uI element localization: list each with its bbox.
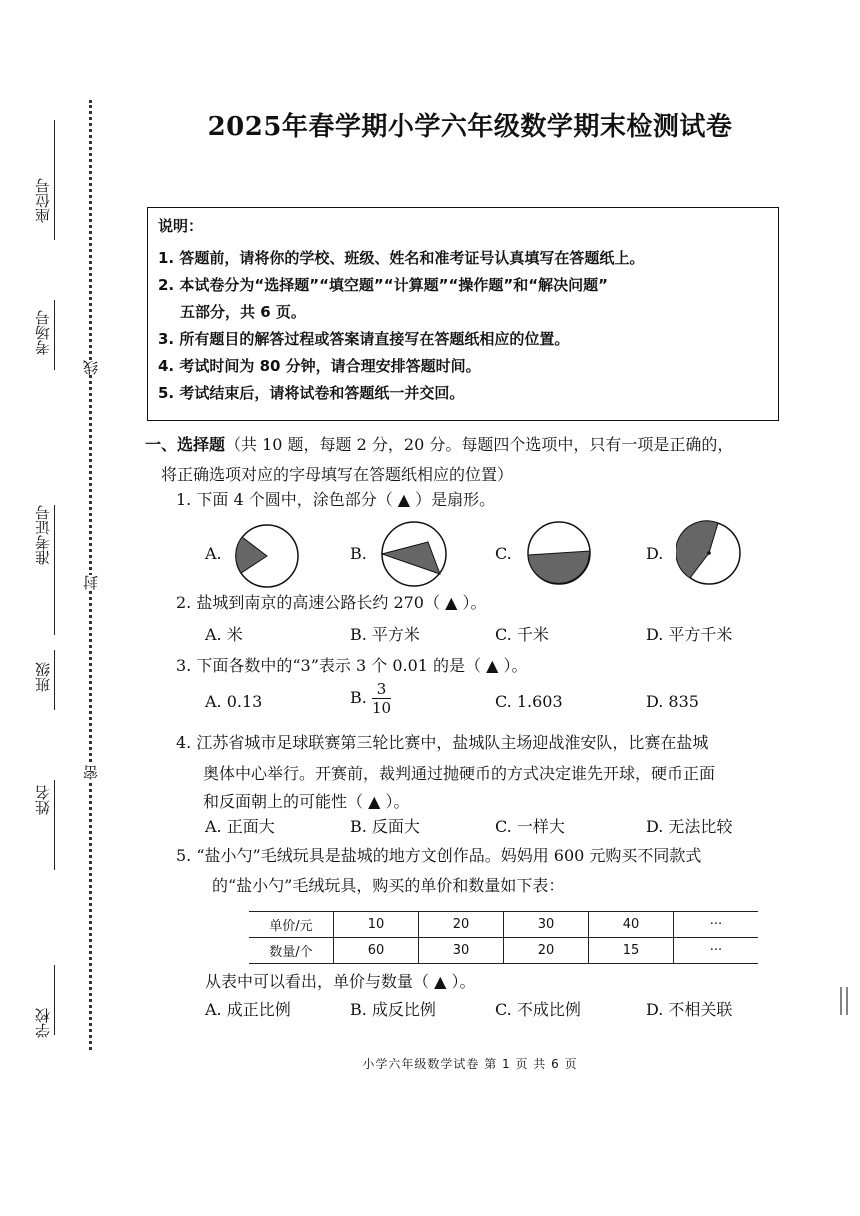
q2-option-a[interactable]: A. 米 xyxy=(205,625,243,644)
table-cell: 40 xyxy=(589,912,674,938)
section-desc-line1 xyxy=(145,430,795,460)
q2-option-c[interactable]: C. 千米 xyxy=(495,625,549,644)
ticket-number-line[interactable] xyxy=(54,505,55,635)
seat-number-line[interactable] xyxy=(54,120,55,240)
q5-option-a[interactable]: A. 成正比例 xyxy=(205,1000,291,1019)
table-cell: 20 xyxy=(419,912,504,938)
table-cell: 15 xyxy=(589,938,674,964)
table-row xyxy=(249,938,758,964)
page-footer: 小学六年级数学试卷 第 1 页 共 6 页 xyxy=(362,1057,578,1071)
question-1-stem: 1. 下面 4 个圆中，涂色部分（ ▲ ）是扇形。 xyxy=(176,490,496,509)
instruction-item: 2. 本试卷分为“选择题”“填空题”“计算题”“操作题”和“解决问题” xyxy=(158,276,608,294)
q5-option-c[interactable]: C. 不成比例 xyxy=(495,1000,581,1019)
section-heading xyxy=(145,430,795,490)
q4-option-b[interactable]: B. 反面大 xyxy=(350,817,420,836)
instructions-box xyxy=(147,207,779,421)
q2-option-b[interactable]: B. 平方米 xyxy=(350,625,420,644)
question-5-stem-line2: 的“盐小勺”毛绒玩具，购买的单价和数量如下表： xyxy=(212,876,565,895)
instruction-item: 5. 考试结束后，请将试卷和答题纸一并交回。 xyxy=(158,384,465,402)
instructions-heading: 说明： xyxy=(158,217,204,235)
class-label: 班级 xyxy=(34,662,52,692)
table-cell: ··· xyxy=(674,912,759,938)
instruction-item: 五部分，共 6 页。 xyxy=(180,303,306,321)
q5-option-b[interactable]: B. 成反比例 xyxy=(350,1000,436,1019)
question-4-stem-line2: 奥体中心举行。开赛前，裁判通过抛硬币的方式决定谁先开球，硬币正面 xyxy=(203,764,716,783)
fraction-denominator: 10 xyxy=(371,699,392,717)
q3-option-d[interactable]: D. 835 xyxy=(646,692,699,711)
table-cell: 30 xyxy=(419,938,504,964)
q1-option-b-label[interactable]: B. xyxy=(350,544,367,563)
table-row-header: 数量/个 xyxy=(249,938,334,964)
cut-label-seal: 封 xyxy=(82,575,100,590)
q3-option-b-label: B. xyxy=(350,688,367,707)
instruction-item: 4. 考试时间为 80 分钟，请合理安排答题时间。 xyxy=(158,357,481,375)
table-cell: 60 xyxy=(334,938,419,964)
seat-number-label: 座位号 xyxy=(34,178,52,223)
section-desc-line2: 将正确选项对应的字母填写在答题纸相应的位置） xyxy=(161,465,514,484)
name-label: 姓名 xyxy=(34,785,52,815)
question-4-stem-line3: 和反面朝上的可能性（ ▲ ）。 xyxy=(203,792,410,811)
table-cell: 30 xyxy=(504,912,589,938)
instruction-item: 1. 答题前，请将你的学校、班级、姓名和准考证号认真填写在答题纸上。 xyxy=(158,249,645,267)
table-cell: 20 xyxy=(504,938,589,964)
table-cell: 10 xyxy=(334,912,419,938)
question-4-stem-line1: 4. 江苏省城市足球联赛第三轮比赛中，盐城队主场迎战淮安队，比赛在盐城 xyxy=(176,733,709,752)
school-line[interactable] xyxy=(54,965,55,1035)
binding-strip xyxy=(0,0,100,1216)
table-row-header: 单价/元 xyxy=(249,912,334,938)
question-3-stem: 3. 下面各数中的“3”表示 3 个 0.01 的是（ ▲ ）。 xyxy=(176,656,528,675)
exam-room-label: 考场号 xyxy=(34,310,52,355)
q1-option-a-circle xyxy=(234,523,300,589)
q1-option-d-label[interactable]: D. xyxy=(646,544,664,563)
q5-option-d[interactable]: D. 不相关联 xyxy=(646,1000,733,1019)
fraction-numerator: 3 xyxy=(372,680,391,699)
price-quantity-table xyxy=(249,911,758,964)
q3-option-b[interactable] xyxy=(350,680,391,717)
question-5-stem-line1: 5. “盐小勺”毛绒玩具是盐城的地方文创作品。妈妈用 600 元购买不同款式 xyxy=(176,846,702,865)
q1-option-c-circle xyxy=(526,520,592,586)
q2-option-d[interactable]: D. 平方千米 xyxy=(646,625,733,644)
q3-option-b-fraction xyxy=(372,680,391,717)
q1-option-d-circle xyxy=(676,520,742,586)
q3-option-a[interactable]: A. 0.13 xyxy=(205,692,263,711)
q4-option-c[interactable]: C. 一样大 xyxy=(495,817,565,836)
q1-option-c-label[interactable]: C. xyxy=(495,544,512,563)
q1-option-a-label[interactable]: A. xyxy=(205,544,222,563)
scan-mark xyxy=(838,985,852,1017)
section-desc: （共 10 题，每题 2 分，20 分。每题四个选项中，只有一项是正确的， xyxy=(225,435,734,454)
school-label: 学校 xyxy=(34,1008,52,1038)
question-2-stem: 2. 盐城到南京的高速公路长约 270（ ▲ ）。 xyxy=(176,593,487,612)
exam-room-line[interactable] xyxy=(54,300,55,370)
section-label: 一、选择题 xyxy=(145,435,226,454)
q4-option-a[interactable]: A. 正面大 xyxy=(205,817,275,836)
cut-label-secret: 密 xyxy=(82,765,100,780)
q4-option-d[interactable]: D. 无法比较 xyxy=(646,817,733,836)
class-line[interactable] xyxy=(54,650,55,710)
cut-label-line: 线 xyxy=(82,360,100,375)
question-5-followup: 从表中可以看出，单价与数量（ ▲ ）。 xyxy=(205,972,476,991)
q1-option-b-circle xyxy=(380,520,448,588)
name-line[interactable] xyxy=(54,780,55,870)
instruction-item: 3. 所有题目的解答过程或答案请直接写在答题纸相应的位置。 xyxy=(158,330,570,348)
table-cell: ··· xyxy=(674,938,759,964)
page-title: 2025年春学期小学六年级数学期末检测试卷 xyxy=(207,112,733,142)
table-row xyxy=(249,912,758,938)
ticket-number-label: 准考证号 xyxy=(34,505,52,565)
q3-option-c[interactable]: C. 1.603 xyxy=(495,692,563,711)
